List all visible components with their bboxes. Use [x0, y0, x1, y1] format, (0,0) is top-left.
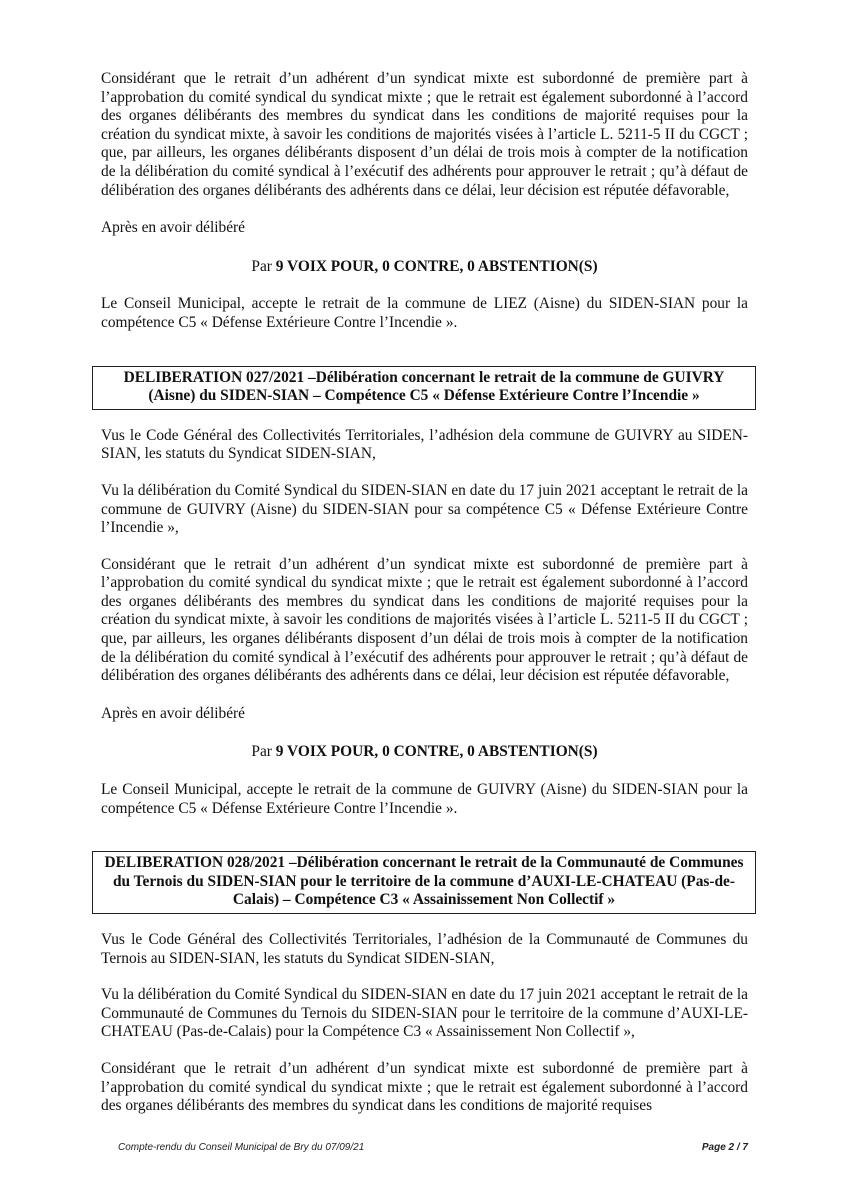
paragraph-considerant-1: Considérant que le retrait d’un adhérent d’un syndicat mixte est subordonné de première part à l’approbation du comité syndical du syndicat mixte ; que le retrait est également subordonné à l’accord des organes délibérants des membres du syndicat dans les conditions de majorité requises pour la création du syndicat mixte, à savoir les conditions de majorités visées à l’article L. 5211-5 II du CGCT ; que, par ailleurs, les organes délibérants disposent d’un délai de trois mois à compter de la notification de la délibération du comité syndical à l’exécutif des adhérents pour approuver le retrait ; qu’à défaut de délibération des organes délibérants des adhérents dans ce délai, leur décision est réputée défavorable,: [101, 70, 748, 199]
paragraph-vus-guivry: Vus le Code Général des Collectivités Territoriales, l’adhésion dela commune de GUIVRY au SIDEN-SIAN, les statuts du Syndicat SIDEN-SIAN,: [101, 426, 748, 463]
paragraph-considerant-2: Considérant que le retrait d’un adhérent d’un syndicat mixte est subordonné de première part à l’approbation du comité syndical du syndicat mixte ; que le retrait est également subordonné à l’accord des organes délibérants des membres du syndicat dans les conditions de majorité requises pour la création du syndicat mixte, à savoir les conditions de majorités visées à l’article L. 5211-5 II du CGCT ; que, par ailleurs, les organes délibérants disposent d’un délai de trois mois à compter de la notification de la délibération du comité syndical à l’exécutif des adhérents pour approuver le retrait ; qu’à défaut de délibération des organes délibérants des adhérents dans ce délai, leur décision est réputée défavorable,: [101, 555, 748, 685]
vote-prefix: Par: [251, 743, 276, 761]
paragraph-vu-deliberation-ternois: Vu la délibération du Comité Syndical du SIDEN-SIAN en date du 17 juin 2021 acceptant le retrait de la Communauté de Communes du Ternois du SIDEN-SIAN pour le territoire de la commune d’AUXI-LE-CHATEAU (Pas-de-Calais) pour la Compétence C3 « Assainissement Non Collectif »,: [101, 986, 748, 1041]
vote-result-2: [101, 743, 748, 762]
page-footer: [118, 1142, 748, 1153]
vote-result-1: [101, 258, 748, 277]
page-number: Page 2 / 7: [701, 1142, 748, 1153]
vote-counts: 9 VOIX POUR, 0 CONTRE, 0 ABSTENTION(S): [275, 743, 598, 761]
paragraph-vu-deliberation-guivry: Vu la délibération du Comité Syndical du SIDEN-SIAN en date du 17 juin 2021 acceptant le retrait de la commune de GUIVRY (Aisne) du SIDEN-SIAN pour sa compétence C5 « Défense Extérieure Contre l’Incendie »,: [101, 481, 748, 537]
paragraph-vus-ternois: Vus le Code Général des Collectivités Territoriales, l’adhésion de la Communauté de Communes du Ternois au SIDEN-SIAN, les statuts du Syndicat SIDEN-SIAN,: [101, 931, 748, 967]
vote-counts: 9 VOIX POUR, 0 CONTRE, 0 ABSTENTION(S): [275, 257, 598, 275]
paragraph-apres-deliberation-1: Après en avoir délibéré: [101, 219, 246, 237]
document-body: [101, 70, 748, 1116]
paragraph-decision-guivry: Le Conseil Municipal, accepte le retrait de la commune de GUIVRY (Aisne) du SIDEN-SIAN pour la compétence C5 « Défense Extérieure Contre l’Incendie ».: [101, 781, 748, 817]
paragraph-apres-deliberation-2: Après en avoir délibéré: [101, 704, 246, 722]
footer-title: Compte-rendu du Conseil Municipal de Bry du 07/09/21: [118, 1142, 365, 1153]
paragraph-decision-liez: Le Conseil Municipal, accepte le retrait de la commune de LIEZ (Aisne) du SIDEN-SIAN pour la compétence C5 « Défense Extérieure Contre l’Incendie ».: [101, 295, 748, 331]
paragraph-considerant-3: Considérant que le retrait d’un adhérent d’un syndicat mixte est subordonné de première part à l’approbation du comité syndical du syndicat mixte ; que le retrait est également subordonné à l’accord des organes délibérants des membres du syndicat dans les conditions de majorité requises: [101, 1059, 748, 1115]
deliberation-heading-028: DELIBERATION 028/2021 –Délibération concernant le retrait de la Communauté de Communes du Ternois du SIDEN-SIAN pour le territoire de la commune d’AUXI-LE-CHATEAU (Pas-de-Calais) – Compétence C3 « Assainissement Non Collectif »: [92, 851, 756, 914]
deliberation-heading-027: DELIBERATION 027/2021 –Délibération concernant le retrait de la commune de GUIVRY (Aisne) du SIDEN-SIAN – Compétence C5 « Défense Extérieure Contre l’Incendie »: [92, 366, 756, 410]
vote-prefix: Par: [251, 257, 276, 275]
